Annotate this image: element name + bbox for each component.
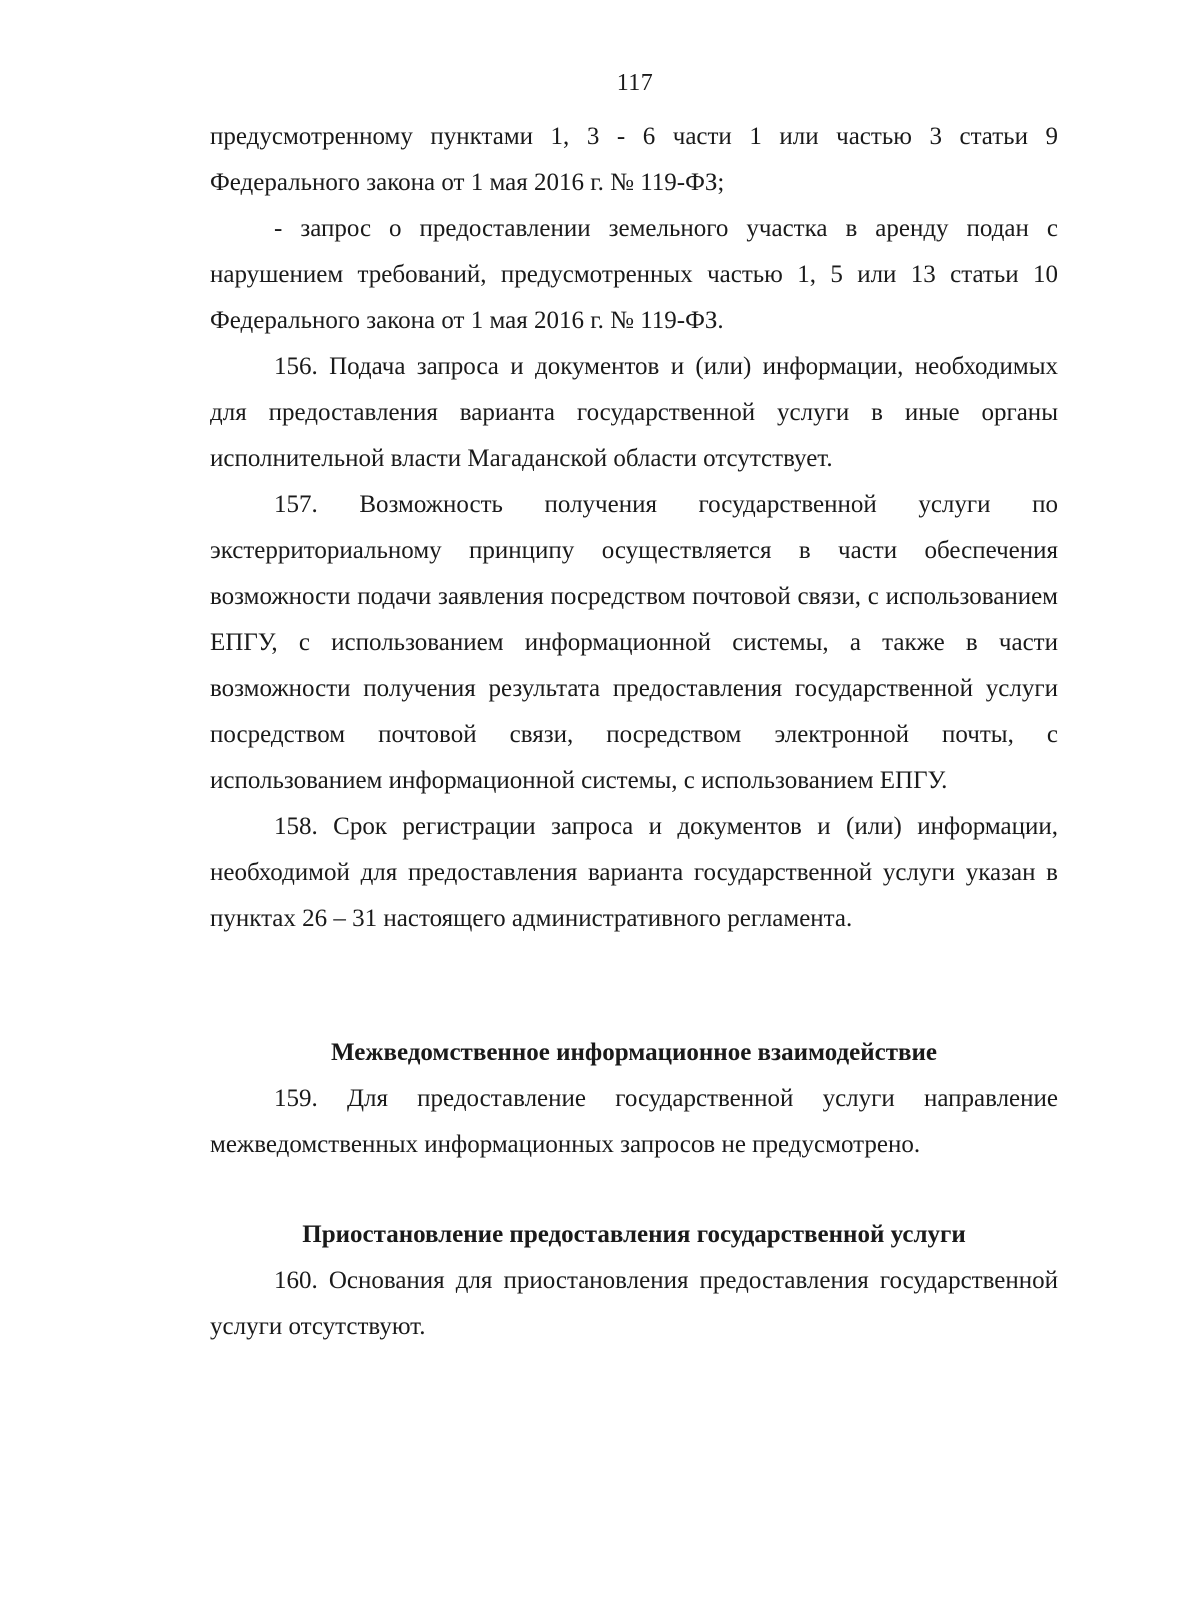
text-block-1 — [210, 114, 1058, 942]
paragraph-158: 158. Срок регистрации запроса и документов и (или) информации, необходимой для предоставления варианта государственной услуги указан в пунктах 26 – 31 настоящего административного регламента. — [210, 813, 1058, 932]
paragraph-157: 157. Возможность получения государственной услуги по экстерриториальному принципу осуществляется в части обеспечения возможности подачи заявления посредством почтовой связи, с использованием ЕПГУ, с использованием информационной системы, а также в части возможности получения результата предоставления государственной услуги посредством почтовой связи, посредством электронной почты, с использованием информационной системы, с использованием ЕПГУ. — [210, 491, 1058, 794]
paragraph-continuation: предусмотренному пунктами 1, 3 - 6 части 1 или частью 3 статьи 9 Федерального закона от 1 мая 2016 г. № 119-ФЗ; — [210, 123, 1058, 196]
section-heading-suspension: Приостановление предоставления государственной услуги — [302, 1221, 966, 1248]
paragraph-160: 160. Основания для приостановления предоставления государственной услуги отсутствуют. — [210, 1267, 1058, 1340]
paragraph-bullet-request: - запрос о предоставлении земельного участка в аренду подан с нарушением требований, предусмотренных частью 1, 5 или 13 статьи 10 Федерального закона от 1 мая 2016 г. № 119-ФЗ. — [210, 215, 1058, 334]
page-number: 117 — [616, 70, 654, 96]
text-block-2 — [210, 1076, 1058, 1168]
paragraph-159: 159. Для предоставление государственной услуги направление межведомственных информационных запросов не предусмотрено. — [210, 1085, 1058, 1158]
paragraph-156: 156. Подача запроса и документов и (или) информации, необходимых для предоставления варианта государственной услуги в иные органы исполнительной власти Магаданской области отсутствует. — [210, 353, 1058, 472]
text-block-3 — [210, 1258, 1058, 1350]
section-heading-interagency: Межведомственное информационное взаимодействие — [331, 1039, 937, 1066]
